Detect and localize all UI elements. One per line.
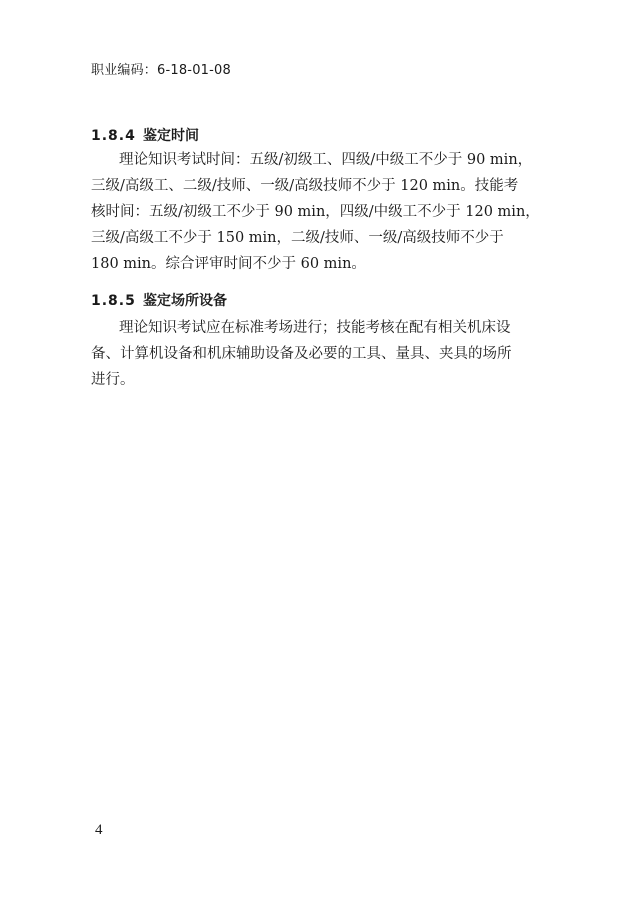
section-number: 1.8.5 [91,293,136,309]
section-title: 鉴定时间 [143,128,199,144]
section-heading-1-8-5 [91,290,227,310]
paragraph-line: 理论知识考试应在标准考场进行；技能考核在配有相关机床设 [119,320,511,336]
section-number: 1.8.4 [91,128,136,144]
section-paragraph-1-8-5 [91,315,512,393]
paragraph-line: 备、计算机设备和机床辅助设备及必要的工具、量具、夹具的场所 [91,346,512,362]
paragraph-line: 180 min。综合评审时间不少于 60 min。 [91,256,366,272]
paragraph-line: 三级/高级工、二级/技师、一级/高级技师不少于 120 min。技能考 [91,178,519,194]
paragraph-line: 理论知识考试时间：五级/初级工、四级/中级工不少于 90 min， [119,152,533,168]
paragraph-line: 三级/高级工不少于 150 min，二级/技师、一级/高级技师不少于 [91,230,504,246]
paragraph-line: 核时间：五级/初级工不少于 90 min，四级/中级工不少于 120 min， [91,204,540,220]
page-number: 4 [95,822,103,838]
section-title: 鉴定场所设备 [143,293,227,309]
section-paragraph-1-8-4 [91,147,540,277]
occupation-code: 职业编码：6-18-01-08 [91,63,231,78]
section-heading-1-8-4 [91,125,199,145]
paragraph-line: 进行。 [91,372,135,388]
